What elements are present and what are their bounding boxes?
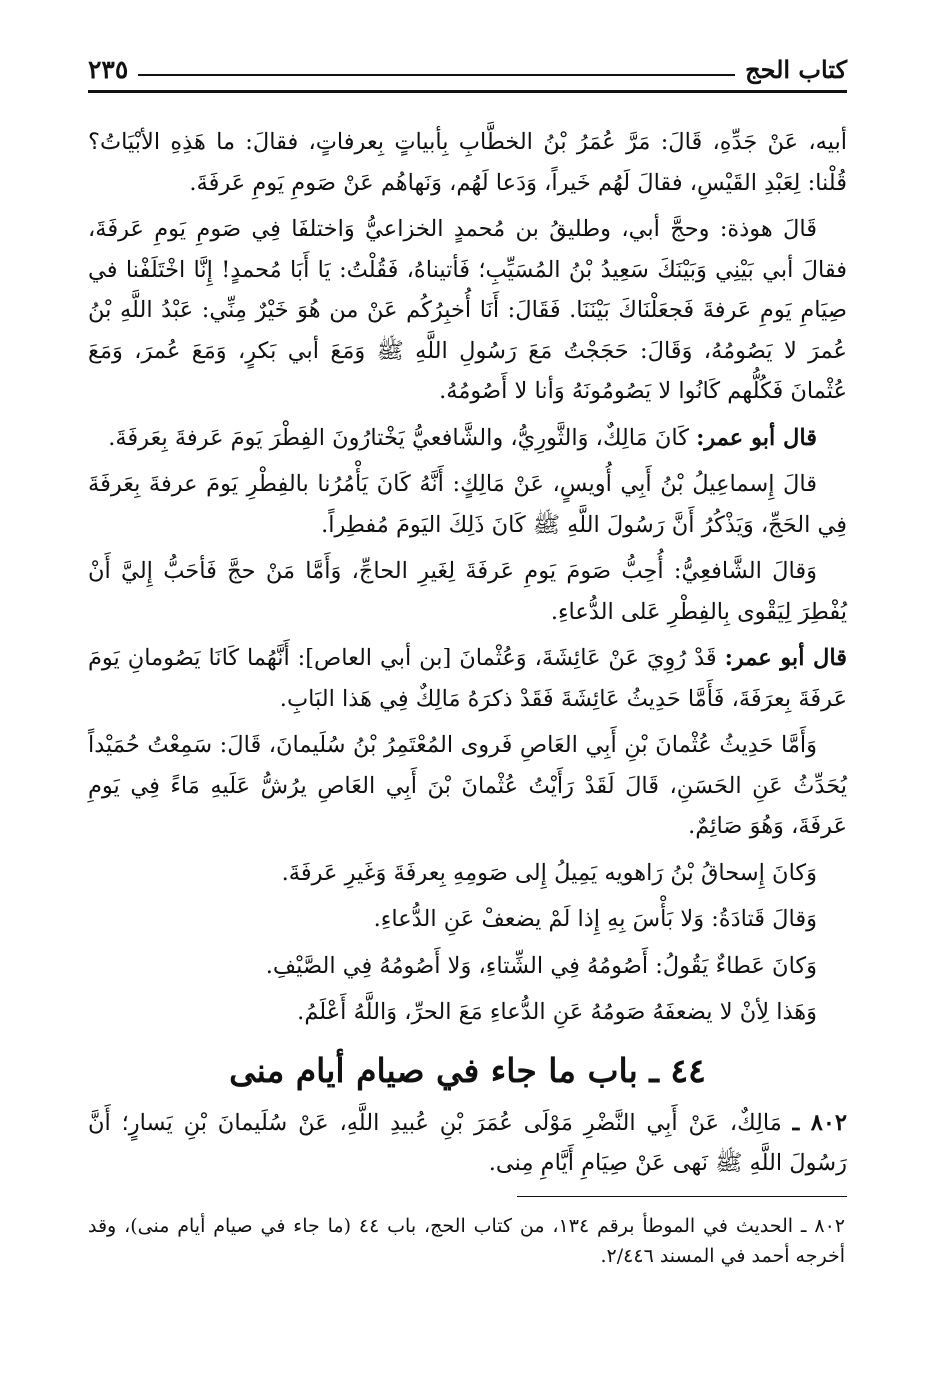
paragraph-text: كَانَ مَالِكٌ، وَالثَّورِيُّ، والشَّافعيُّ يَخْتارُونَ الفِطْرَ يَومَ عَرفةَ بِعَرفَةَ.	[108, 424, 689, 451]
paragraph: وَقالَ قَتادَةُ: وَلا بَأْسَ بِهِ إِذا لَمْ يضعفْ عَنِ الدُّعاءِ.	[373, 906, 817, 932]
running-header	[88, 38, 847, 84]
paragraph: قالَ إِسماعِيلُ بْنُ أَبِي أُويسٍ، عَنْ مَالِكٍ: أَنَّهُ كَانَ يَأْمُرُنا بالفِطْرِ يَومَ عرفةَ بِعَرفَةَ فِي الحَجِّ، وَيَذْكُرُ أَنَّ رَسُولَ اللَّهِ ﷺ كَانَ ذَلِكَ اليَومَ مُفطِراً.	[88, 471, 847, 538]
hadith-paragraph	[88, 1103, 847, 1184]
paragraph-text: قَدْ رُوِيَ عَنْ عَائِشَةَ، وَعُثْمانَ [بن أبي العاص]: أَنَّهُما كَانَا يَصُومانِ يَومَ عَرفَةَ بِعرَفَةَ، فَأَمَّا حَدِيثُ عَائِشَةَ فَقَدْ ذكرَهُ مَالِكٌ فِي هَذا البَابِ.	[88, 645, 847, 712]
header-line	[138, 74, 735, 76]
header-rule	[88, 90, 847, 93]
hadith-text: مَالِكٌ، عَنْ أَبِي النَّضْرِ مَوْلَى عُمَرَ بْنِ عُبيدِ اللَّهِ، عَنْ سُلَيمانَ بْنِ يَسارٍ؛ أَنَّ رَسُولَ اللَّهِ ﷺ نَهى عَنْ صِيَامِ أَيَّامِ مِنى.	[88, 1109, 847, 1176]
paragraph: وَأَمَّا حَدِيثُ عُثْمانَ بْنِ أَبِي العَاصِ فَروى المُعْتَمِرُ بْنُ سُلَيمانَ، قَالَ: سَمِعْتُ حُمَيْداً يُحَدِّثُ عَنِ الحَسَنِ، قَالَ لَقَدْ رَأَيْتُ عُثْمانَ بْنَ أَبِي العَاصِ يرُشُّ عَلَيهِ مَاءً فِي يَومِ عَرفَةَ، وَهُوَ صَائِمٌ.	[88, 732, 847, 839]
paragraph: قَالَ هوذة: وحجَّ أبي، وطليقُ بن مُحمدٍ الخزاعيُّ وَاختلفَا فِي صَومِ يَومِ عَرفَةَ، فقالَ أبي بَيْنِي وَبَيْنَكَ سَعِيدُ بْنُ المُسَيِّبِ؛ فَأتيناهُ، فَقُلْتُ: يَا أَبَا مُحمدٍ! إِنَّا اخْتَلَفْنا في صِيَامِ يَومِ عَرفةَ فَجعَلْنَاكَ بَيْنَنَا. فَقَالَ: أَنَا أُخبِرُكُم عَنْ من هُوَ خَيْرٌ مِنِّي: عَبْدُ اللَّهِ بْنُ عُمرَ لا يَصُومُهُ، وَقَالَ: حَجَجْتُ مَعَ رَسُولِ اللَّهِ ﷺ وَمَعَ أبي بَكرٍ، وَمَعَ عُمرَ، وَمَعَ عُثْمانَ فَكُلُّهم كَانُوا لا يَصُومُونَهُ وَأنا لا أَصُومُهُ.	[88, 216, 847, 404]
page-number: ٢٣٥	[88, 55, 129, 84]
hadith-block	[88, 1103, 847, 1184]
paragraph	[88, 638, 847, 719]
paragraph	[88, 418, 847, 459]
main-text	[88, 122, 847, 1033]
paragraph: أبيه، عَنْ جَدِّهِ، قَالَ: مَرَّ عُمَرُ بْنُ الخطَّابِ بِأبياتٍ بِعرفاتٍ، فقالَ: ما هَذِهِ الأبْيَاتُ؟ قُلْنا: لِعَبْدِ القَيْسِ، فقالَ لَهُم خَيراً، وَدَعا لَهُم، وَنَهاهُم عَنْ صَومِ يَومِ عَرفَةَ.	[88, 129, 847, 196]
speaker-label: قال أبو عمر:	[724, 645, 847, 671]
paragraph: وَكانَ عَطاءٌ يَقُولُ: أَصُومُهُ فِي الشِّتاءِ، وَلا أَصُومُهُ فِي الصَّيْفِ.	[265, 952, 817, 979]
footnote: ٨٠٢ ـ الحديث في الموطأ برقم ١٣٤، من كتاب الحج، باب ٤٤ (ما جاء في صيام أيام منى)، وقد أخرجه أحمد في المسند ٢/٤٤٦.	[88, 1214, 845, 1267]
paragraph: وَقالَ الشَّافعِيُّ: أُحِبُّ صَومَ يَومِ عَرفَةَ لِغَيرِ الحاجِّ، وَأَمَّا مَنْ حجَّ فَأحَبُّ إِليَّ أَنْ يُفْطِرَ لِيَقْوى بِالفِطْرِ عَلى الدُّعاءِ.	[88, 558, 847, 625]
hadith-number: ٨٠٢ ـ	[792, 1109, 847, 1136]
chapter-heading: ٤٤ ـ باب ما جاء في صيام أيام منى	[229, 1050, 706, 1090]
paragraph: وَكانَ إِسحاقُ بْنُ رَاهويه يَمِيلُ إِلى صَومِهِ بِعرفَةَ وَغَيرِ عَرفَةَ.	[281, 859, 817, 886]
running-title: كتاب الحج	[745, 55, 847, 84]
paragraph: وَهَذا لِأنْ لا يضعفَهُ صَومُهُ عَنِ الدُّعاءِ مَعَ الحرِّ، وَاللَّهُ أَعْلَمُ.	[297, 999, 817, 1025]
speaker-label: قال أبو عمر:	[696, 424, 817, 451]
footnote-separator	[88, 1196, 847, 1197]
